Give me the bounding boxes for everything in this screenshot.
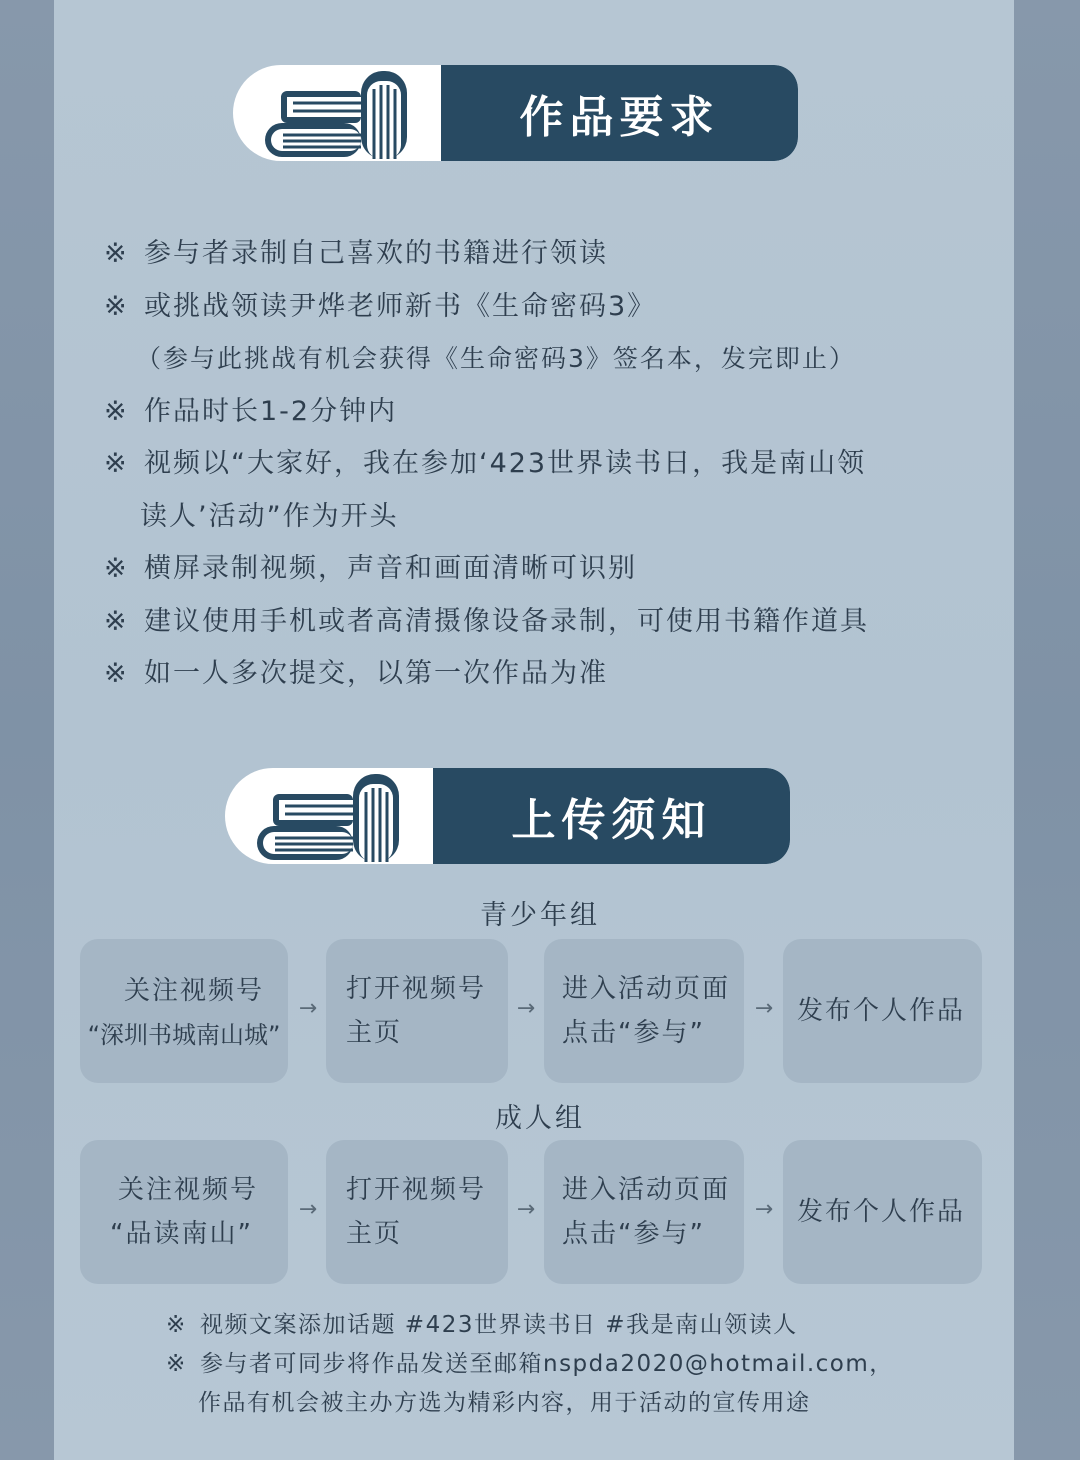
left-border xyxy=(0,0,54,1460)
section-heading-requirements xyxy=(233,65,798,161)
heading-title-area xyxy=(441,65,798,161)
steps-row-adult xyxy=(80,1140,982,1284)
arrow-right-icon: → xyxy=(516,996,536,1021)
note-item xyxy=(166,1306,966,1345)
list-item-text: （参与此挑战有机会获得《生命密码3》签名本，发完即止） xyxy=(136,344,856,373)
reference-mark: ※ xyxy=(104,553,129,584)
section-heading-upload xyxy=(225,768,790,864)
step-text: “深圳书城南山城” xyxy=(87,1021,281,1049)
list-item-text: 作品时长1-2分钟内 xyxy=(144,395,398,427)
group-label-adult: 成人组 xyxy=(495,1103,585,1134)
group-label-youth: 青少年组 xyxy=(480,900,600,931)
step-open-home xyxy=(326,939,508,1083)
heading-icon-area xyxy=(225,768,433,864)
step-text: “品读南山” xyxy=(110,1219,253,1249)
arrow-right-icon: → xyxy=(516,1197,536,1222)
step-text: 主页 xyxy=(346,1219,403,1249)
requirements-list xyxy=(104,228,1004,701)
arrow-right-icon: → xyxy=(754,996,774,1021)
reference-mark: ※ xyxy=(104,448,129,479)
step-text: 发布个人作品 xyxy=(797,1197,966,1227)
list-item xyxy=(104,386,1004,439)
books-icon xyxy=(257,67,417,161)
step-text: 打开视频号 xyxy=(346,1175,487,1205)
step-text: 点击“参与” xyxy=(562,1018,705,1048)
section-title: 上传须知 xyxy=(511,795,712,846)
list-item xyxy=(104,648,1004,701)
right-border xyxy=(1014,0,1080,1460)
list-item-text: 或挑战领读尹烨老师新书《生命密码3》 xyxy=(144,290,657,322)
step-text: 关注视频号 xyxy=(123,976,264,1006)
reference-mark: ※ xyxy=(166,1351,187,1377)
list-item xyxy=(104,228,1004,281)
step-text: 进入活动页面 xyxy=(562,1175,731,1205)
list-item-text: 参与者录制自己喜欢的书籍进行领读 xyxy=(144,238,608,269)
step-open-home xyxy=(326,1140,508,1284)
list-item-note xyxy=(104,333,1004,386)
reference-mark: ※ xyxy=(104,238,129,269)
section-title: 作品要求 xyxy=(519,92,720,143)
list-item-text: 如一人多次提交，以第一次作品为准 xyxy=(144,658,608,689)
list-item-text: 建议使用手机或者高清摄像设备录制，可使用书籍作道具 xyxy=(144,605,869,637)
step-publish xyxy=(783,1140,982,1284)
note-text: 视频文案添加话题 #423世界读书日 #我是南山领读人 xyxy=(200,1312,798,1338)
reference-mark: ※ xyxy=(104,290,129,322)
step-follow-channel xyxy=(80,1140,288,1284)
step-text: 进入活动页面 xyxy=(562,974,731,1004)
step-text: 打开视频号 xyxy=(346,974,487,1004)
reference-mark: ※ xyxy=(104,395,129,427)
list-item xyxy=(104,543,1004,596)
note-text: 作品有机会被主办方选为精彩内容，用于活动的宣传用途 xyxy=(198,1390,811,1416)
note-text: 参与者可同步将作品发送至邮箱nspda2020@hotmail.com， xyxy=(200,1351,894,1377)
reference-mark: ※ xyxy=(104,605,129,637)
step-text: 主页 xyxy=(346,1018,403,1048)
step-enter-activity xyxy=(544,939,744,1083)
arrow-right-icon: → xyxy=(298,996,318,1021)
list-item-continuation xyxy=(104,491,1004,544)
reference-mark: ※ xyxy=(166,1312,187,1338)
footer-notes xyxy=(166,1306,966,1423)
list-item-text: 读人’活动”作为开头 xyxy=(140,500,399,532)
list-item xyxy=(104,438,1004,491)
heading-title-area xyxy=(433,768,790,864)
heading-icon-area xyxy=(233,65,441,161)
note-continuation xyxy=(166,1384,966,1423)
step-publish xyxy=(783,939,982,1083)
arrow-right-icon: → xyxy=(298,1197,318,1222)
step-text: 关注视频号 xyxy=(118,1175,259,1205)
list-item xyxy=(104,596,1004,649)
step-enter-activity xyxy=(544,1140,744,1284)
list-item-text: 视频以“大家好，我在参加‘423世界读书日，我是南山领 xyxy=(144,448,867,479)
list-item-text: 横屏录制视频，声音和画面清晰可识别 xyxy=(144,553,637,584)
step-text: 点击“参与” xyxy=(562,1219,705,1249)
reference-mark: ※ xyxy=(104,658,129,689)
step-text: 发布个人作品 xyxy=(797,996,966,1026)
note-item xyxy=(166,1345,966,1384)
books-icon xyxy=(249,770,409,864)
list-item xyxy=(104,281,1004,334)
arrow-right-icon: → xyxy=(754,1197,774,1222)
steps-row-youth xyxy=(80,939,982,1083)
step-follow-channel xyxy=(80,939,288,1083)
